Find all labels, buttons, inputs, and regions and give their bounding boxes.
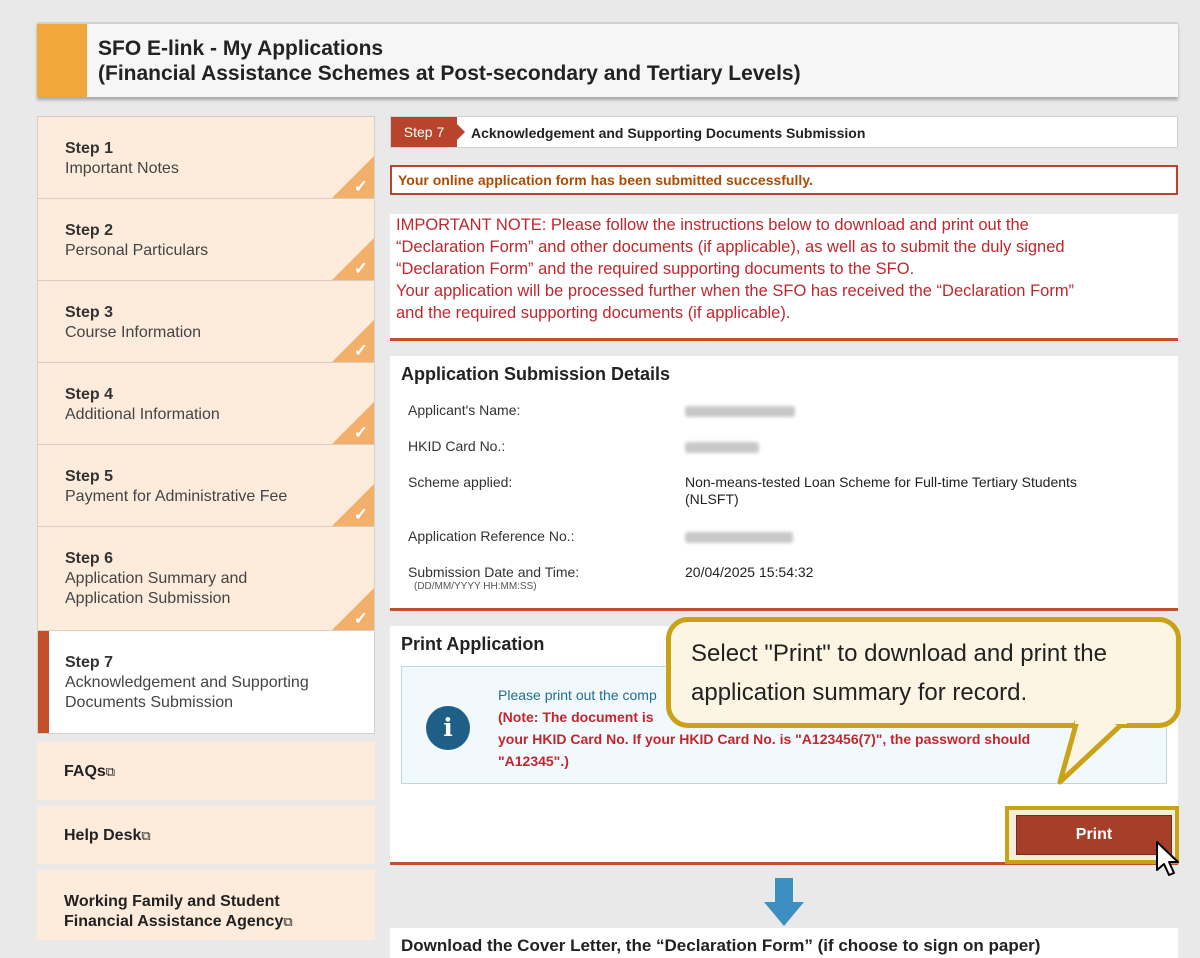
step-title: Acknowledgement and Supporting Documents Submission — [471, 125, 866, 141]
step-number: Step 4 — [65, 386, 114, 403]
submission-date-label: Submission Date and Time: — [408, 564, 580, 580]
print-info-line4: "A12345".) — [498, 753, 569, 769]
important-line: and the required supporting documents (if applicable). — [396, 304, 791, 322]
hkid-value — [685, 440, 1145, 457]
applicant-name-value — [685, 404, 1145, 421]
step-number: Step 3 — [65, 304, 114, 321]
step-label: Additional Information — [65, 406, 220, 423]
step-number: Step 2 — [65, 222, 114, 239]
mouse-cursor-icon — [1155, 840, 1181, 878]
step-number: Step 6 — [65, 550, 114, 567]
checkmark-icon: ✓ — [353, 341, 368, 360]
download-heading: Download the Cover Letter, the “Declaration Form” (if choose to sign on paper) — [401, 936, 1041, 955]
checkmark-icon: ✓ — [353, 177, 368, 196]
page-title — [98, 36, 801, 86]
help-desk-link[interactable] — [37, 806, 375, 864]
step-number: Step 7 — [65, 654, 114, 671]
important-line: IMPORTANT NOTE: Please follow the instructions below to download and print out the — [396, 216, 1029, 234]
sidebar-step-5[interactable] — [37, 444, 375, 526]
external-link-icon: ⧉ — [283, 914, 293, 929]
scheme-value-line1: Non-means-tested Loan Scheme for Full-time Tertiary Students — [685, 474, 1077, 490]
print-info-line1: Please print out the comp — [498, 687, 657, 703]
hkid-label: HKID Card No.: — [408, 438, 506, 454]
print-title: Print Application — [401, 634, 545, 654]
print-info-line3b: HKID Card No. is "A123456(7)", the password should — [679, 731, 1031, 747]
reference-label: Application Reference No.: — [408, 528, 575, 544]
print-info-line2: (Note: The document is — [498, 709, 654, 725]
active-step-indicator — [38, 631, 49, 733]
important-line: “Declaration Form” and other documents (if applicable), as well as to submit the duly signed — [396, 238, 1065, 256]
submission-details-card — [390, 356, 1178, 611]
sidebar-step-3[interactable] — [37, 280, 375, 362]
help-desk-label: Help Desk — [64, 827, 142, 844]
checkmark-icon: ✓ — [353, 423, 368, 442]
step-label-line2: Documents Submission — [65, 694, 234, 711]
sidebar-step-1[interactable] — [37, 116, 375, 198]
step-label: Important Notes — [65, 160, 179, 177]
print-button[interactable]: Print — [1016, 815, 1172, 855]
arrow-down-icon — [763, 876, 805, 928]
sidebar-step-7[interactable] — [37, 630, 375, 734]
sidebar-step-6[interactable] — [37, 526, 375, 630]
applicant-name-label: Applicant's Name: — [408, 402, 521, 418]
agency-label-line1: Working Family and Student — [64, 893, 280, 910]
checkmark-icon: ✓ — [353, 609, 368, 628]
page-header — [37, 22, 1178, 97]
page-title-line2: (Financial Assistance Schemes at Post-secondary and Tertiary Levels) — [98, 62, 801, 85]
details-title: Application Submission Details — [401, 364, 671, 384]
step-header — [390, 116, 1178, 148]
print-button-highlight — [1005, 806, 1179, 864]
download-section — [390, 928, 1178, 958]
agency-label-line2: Financial Assistance Agency — [64, 913, 284, 930]
sidebar-step-2[interactable] — [37, 198, 375, 280]
step-label-line1: Application Summary and — [65, 570, 248, 587]
scheme-value-line2: (NLSFT) — [685, 491, 739, 507]
date-format-hint: (DD/MM/YYYY HH:MM:SS) — [414, 581, 537, 592]
info-icon: i — [426, 706, 470, 750]
page-title-line1: SFO E-link - My Applications — [98, 37, 384, 60]
step-label: Personal Particulars — [65, 242, 209, 259]
step-label-line1: Acknowledgement and Supporting — [65, 674, 309, 691]
reference-value — [685, 530, 1145, 547]
callout-line1: Select "Print" to download and print the — [691, 640, 1107, 667]
step-label-line2: Application Submission — [65, 590, 231, 607]
print-info-line3a: your HKID Card No. If your — [498, 731, 676, 747]
scheme-value — [685, 474, 1145, 508]
important-line: Your application will be processed further when the SFO has received the “Declaration Form” — [396, 282, 1075, 300]
callout-tail — [1040, 700, 1130, 790]
step-label — [65, 673, 309, 713]
agency-link[interactable] — [37, 870, 375, 940]
checkmark-icon: ✓ — [353, 505, 368, 524]
step-label: Payment for Administrative Fee — [65, 488, 288, 505]
header-accent-bar — [37, 24, 87, 97]
scheme-label: Scheme applied: — [408, 474, 513, 490]
callout-line2: application summary for record. — [691, 679, 1028, 706]
checkmark-icon: ✓ — [353, 259, 368, 278]
step-label — [65, 569, 247, 609]
external-link-icon: ⧉ — [105, 764, 116, 779]
step-number: Step 1 — [65, 140, 114, 157]
step-tag: Step 7 — [391, 117, 457, 147]
important-note — [390, 214, 1178, 341]
submission-date-value: 20/04/2025 15:54:32 — [685, 564, 814, 580]
external-link-icon: ⧉ — [141, 828, 151, 843]
success-message: Your online application form has been submitted successfully. — [390, 165, 1178, 195]
faqs-label: FAQs — [64, 763, 106, 780]
important-line: “Declaration Form” and the required supporting documents to the SFO. — [396, 260, 915, 278]
step-label: Course Information — [65, 324, 202, 341]
sidebar — [37, 116, 375, 940]
step-number: Step 5 — [65, 468, 114, 485]
faqs-link[interactable] — [37, 742, 375, 800]
sidebar-step-4[interactable] — [37, 362, 375, 444]
